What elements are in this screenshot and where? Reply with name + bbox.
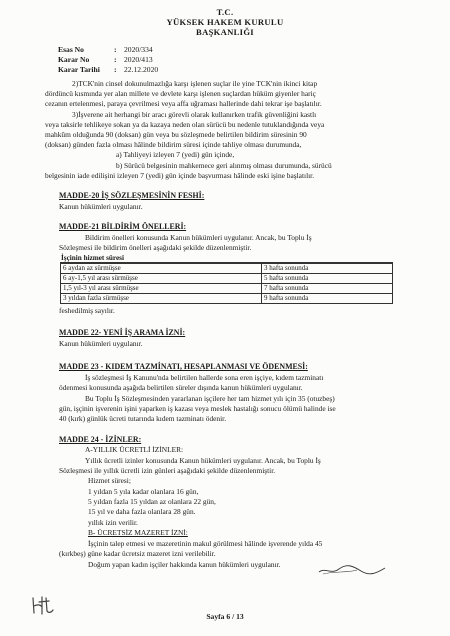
p1-line: dördüncü kısmında yer alan millete ve devlete karşı işlenen suçlardan hüküm giyenler hariç <box>45 89 316 98</box>
m23-body: Bu Toplu İş Sözleşmesinden yararlanan işçilere her tam hizmet yılı için 35 (otuzbeş) <box>85 394 335 403</box>
m23-body: İş sözleşmesi İş Kanunu'nda belirtilen hallerde sona eren işçiye, kıdem tazminatı <box>85 373 324 382</box>
m23-body: gün, işçinin işverenin işini yaparken iş kazası veya meslek hastalığı sonucu ölümü halinde ise <box>59 404 336 413</box>
p2-line: veya taksirle tehlikeye sokan ya da kazaya neden olan sürücü bu nedenle tutuklandığında veya <box>45 120 325 129</box>
meta-karar-tarihi: Karar Tarihi : 22.12.2020 <box>58 65 159 74</box>
m21-after: feshedilmiş sayılır. <box>59 306 115 315</box>
m24-b-body: (kırkbeş) güne kadar ücretsiz mazeret izni verilebilir. <box>59 549 216 558</box>
m24-a-body: Yıllık ücretli izinler konusunda Kanun hükümleri uygulanır. Ancak, bu Toplu İş <box>85 456 321 465</box>
m23-body: ödenmesi konusunda aşağıda belirtilen süreler dışında kanun hükümleri uygulanır. <box>59 383 303 392</box>
meta-esas-no: Esas No : 2020/334 <box>58 45 153 54</box>
meta-karar-no: Karar No : 2020/413 <box>58 55 153 64</box>
p2-line: b) Sürücü belgesinin mahkemece geri alınmış olması durumunda, sürücü <box>116 161 332 170</box>
m24-a-body: 15 yıl ve daha fazla olanlara 28 gün. <box>88 507 196 516</box>
table-cell: 6 ay-1,5 yıl arası sürmüşse <box>61 274 262 284</box>
p2-line: (doksan) günden fazla olması hâlinde bildirim süresi içinde tahliye olması durumunda, <box>45 140 302 149</box>
p1-line: 2)TCK'nin cinsel dokunulmazlığa karşı işlenen suçlar ile yine TCK'nin ikinci kitap <box>72 79 318 88</box>
table-row <box>61 294 393 304</box>
notice-period-table <box>60 263 393 304</box>
m24-a-body: 5 yıldan fazla 15 yıldan az olanlara 22 gün, <box>88 497 216 506</box>
header-institution: YÜKSEK HAKEM KURULU <box>166 17 284 27</box>
header-country: T.C. <box>216 7 234 17</box>
m21-body: Bildirim önelleri konusunda Kanun hükümleri uygulanır. Ancak, bu Toplu İş <box>85 233 312 242</box>
p1-line: cezanın ertelenmesi, paraya çevrilmesi veya affa uğraması hallerinde dahi tekrar işe başlatılır. <box>45 99 322 108</box>
m24-a-body: Sözleşmesi ile yıllık ücretli izin günleri aşağıdaki şekilde düzenlenmiştir. <box>59 466 276 475</box>
m23-body: 40 (kırk) günlük ücreti tutarında kıdem tazminatı ödenir. <box>59 414 227 423</box>
p2-line: mahkûm olduğunda 90 (doksan) gün veya bu sözleşmede belirtilen bildirim süresinin 90 <box>45 130 307 139</box>
m24-a-title: A-YILLIK ÜCRETLİ İZİNLER: <box>85 445 184 454</box>
table-cell: 3 hafta sonunda <box>262 264 393 274</box>
table-cell: 5 hafta sonunda <box>262 274 393 284</box>
m24-a-body: 1 yıldan 5 yıla kadar olanlara 16 gün, <box>88 487 199 496</box>
m22-title: MADDE 22- YENİ İŞ ARAMA İZNİ: <box>59 328 186 337</box>
p2-line: belgesinin iade edilişini izleyen 7 (yedi) gün içinde başvurması hâlinde eski işine başlatılır. <box>45 171 315 180</box>
p2-line: 3)İşverene ait herhangi bir aracı görevli olarak kullanırken trafik güvenliğini kastlı <box>72 110 317 119</box>
m24-title: MADDE 24 - İZİNLER: <box>59 435 142 444</box>
m24-b-title: B- ÜCRETSİZ MAZERET İZNİ: <box>88 528 188 537</box>
m24-a-body: yıllık izin verilir. <box>88 518 138 527</box>
table-cell: 3 yıldan fazla sürmüşse <box>61 294 262 304</box>
table-cell: 7 hafta sonunda <box>262 284 393 294</box>
m20-body: Kanun hükümleri uygulanır. <box>59 202 143 211</box>
m23-title: MADDE 23 - KIDEM TAZMİNATI, HESAPLANMASI VE ÖDENMESİ: <box>59 362 308 371</box>
table-row <box>61 284 393 294</box>
m24-b-body: Doğum yapan kadın işçiler hakkında kanun hükümleri uygulanır. <box>88 560 281 569</box>
handwritten-strike-scribble <box>317 563 387 577</box>
p2-line: a) Tahliyeyi izleyen 7 (yedi) gün içinde, <box>116 150 235 159</box>
m21-body: Sözleşmesi ile bildirim önelleri aşağıdaki şekilde düzenlenmiştir. <box>59 243 252 252</box>
page-number: Sayfa 6 / 13 <box>206 612 244 621</box>
table-cell: 1,5 yıl-3 yıl arası sürmüşse <box>61 284 262 294</box>
table-cell: 9 hafta sonunda <box>262 294 393 304</box>
header-department: BAŞKANLIĞI <box>196 27 254 37</box>
m24-b-body: İşçinin talep etmesi ve mazeretinin makul görülmesi hâlinde işverende yılda 45 <box>88 539 323 548</box>
notice-table-header: İşçinin hizmet süresi <box>61 254 124 262</box>
m21-title: MADDE-21 BİLDİRİM ÖNELLERİ: <box>59 222 187 231</box>
m24-a-body: Hizmet süresi; <box>88 476 131 485</box>
table-row <box>61 274 393 284</box>
m22-body: Kanun hükümleri uygulanır. <box>59 339 143 348</box>
table-row <box>61 264 393 274</box>
m20-title: MADDE-20 İŞ SÖZLEŞMESİNİN FESHİ: <box>59 191 205 200</box>
table-cell: 6 aydan az sürmüşse <box>61 264 262 274</box>
